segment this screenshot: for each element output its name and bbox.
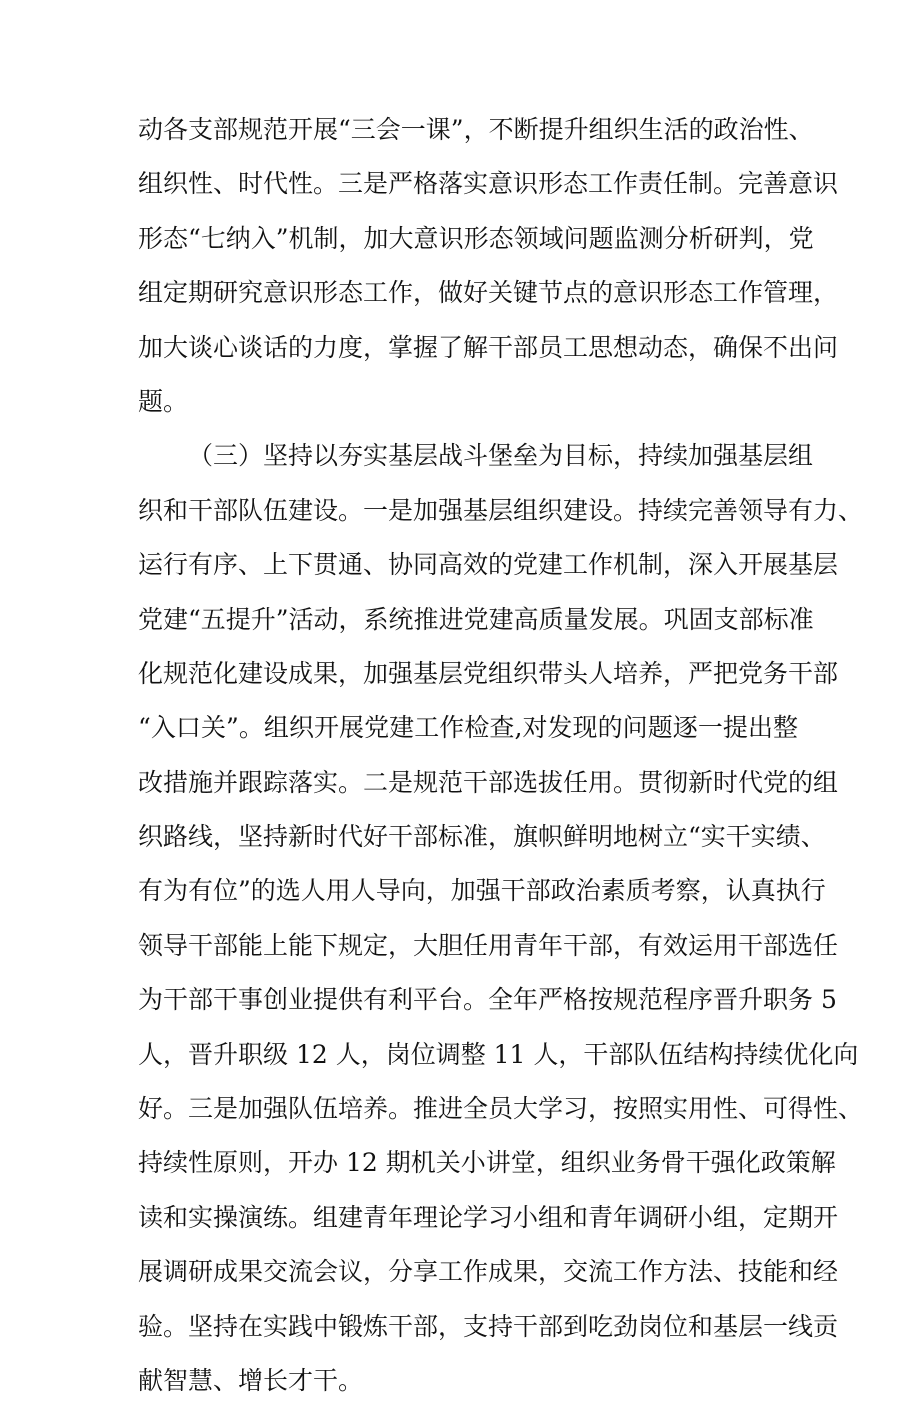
text-line: 验。坚持在实践中锻炼干部，支持干部到吃劲岗位和基层一线贡	[138, 1311, 839, 1341]
text-line: 为干部干事创业提供有利平台。全年严格按规范程序晋升职务 5	[138, 985, 837, 1015]
text-line: “入口关”。组织开展党建工作检查,对发现的问题逐一提出整	[138, 713, 798, 743]
text-line: 形态“七纳入”机制，加大意识形态领域问题监测分析研判，党	[138, 223, 814, 253]
text-line: 人，晋升职级 12 人，岗位调整 11 人，干部队伍结构持续优化向	[138, 1039, 859, 1069]
text-line: 化规范化建设成果，加强基层党组织带头人培养，严把党务干部	[138, 658, 839, 688]
document-body	[138, 103, 864, 1408]
text-line: 展调研成果交流会议，分享工作成果，交流工作方法、技能和经	[138, 1257, 839, 1287]
text-line: 组定期研究意识形态工作，做好关键节点的意识形态工作管理，	[138, 278, 839, 308]
text-line: 持续性原则，开办 12 期机关小讲堂，组织业务骨干强化政策解	[138, 1148, 836, 1178]
text-line: 运行有序、上下贯通、协同高效的党建工作机制，深入开展基层	[138, 550, 839, 580]
text-line: 献智慧、增长才干。	[138, 1365, 364, 1395]
text-line: 题。	[138, 386, 189, 416]
text-line: 加大谈心谈话的力度，掌握了解干部员工思想动态，确保不出问	[138, 332, 839, 362]
paragraph-2	[138, 429, 864, 1408]
text-line: 动各支部规范开展“三会一课”，不断提升组织生活的政治性、	[138, 115, 814, 144]
text-line: 组织性、时代性。三是严格落实意识形态工作责任制。完善意识	[138, 169, 839, 199]
text-line: 好。三是加强队伍培养。推进全员大学习，按照实用性、可得性、	[138, 1094, 864, 1124]
text-line: 读和实操演练。组建青年理论学习小组和青年调研小组，定期开	[138, 1202, 839, 1232]
paragraph-1	[138, 103, 839, 429]
text-line: 有为有位”的选人用人导向，加强干部政治素质考察，认真执行	[138, 876, 826, 906]
text-line: 织和干部队伍建设。一是加强基层组织建设。持续完善领导有力、	[138, 495, 864, 525]
text-line: （三）坚持以夯实基层战斗堡垒为目标，持续加强基层组	[188, 441, 814, 471]
text-line: 织路线，坚持新时代好干部标准，旗帜鲜明地树立“实干实绩、	[138, 822, 826, 852]
text-line: 改措施并跟踪落实。二是规范干部选拔任用。贯彻新时代党的组	[138, 767, 839, 797]
text-line: 领导干部能上能下规定，大胆任用青年干部，有效运用干部选任	[138, 930, 839, 960]
text-line: 党建“五提升”活动，系统推进党建高质量发展。巩固支部标准	[138, 604, 814, 634]
